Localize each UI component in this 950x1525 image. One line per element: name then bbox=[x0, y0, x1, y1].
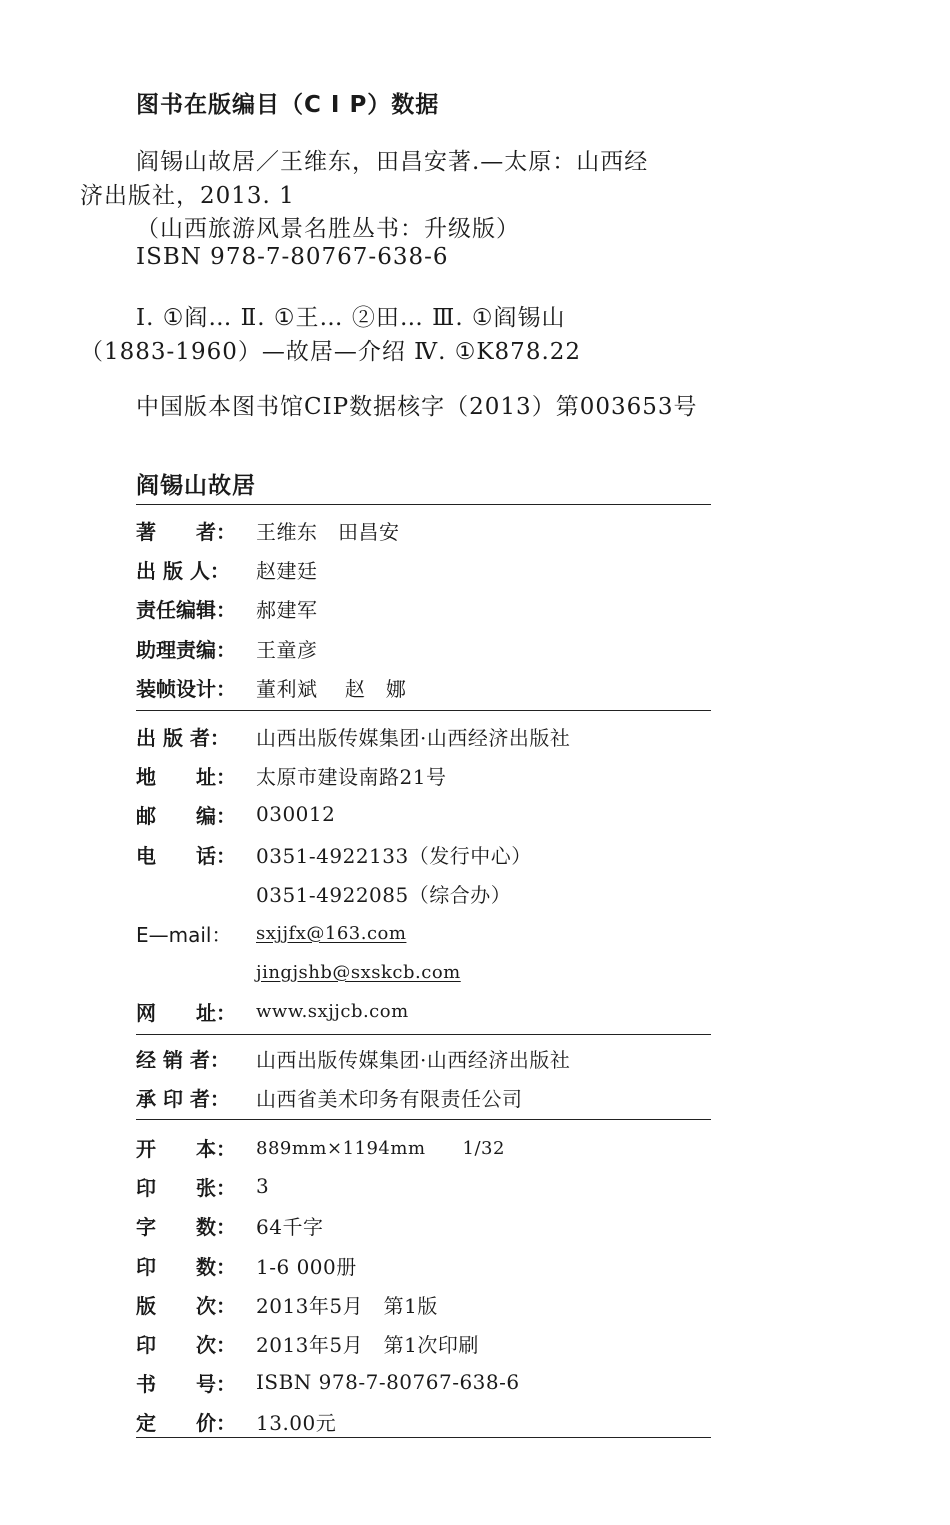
field-value: 2013年5月 第1次印刷 bbox=[256, 1332, 479, 1357]
spec-row bbox=[136, 1406, 336, 1436]
field-value: 太原市建设南路21号 bbox=[256, 764, 447, 789]
divider bbox=[136, 1119, 711, 1120]
distribution-row bbox=[136, 1043, 570, 1073]
field-value: 0351-4922085（综合办） bbox=[256, 882, 512, 907]
field-value: 王童彦 bbox=[256, 637, 318, 662]
field-value: 64千字 bbox=[256, 1214, 324, 1239]
field-value: ISBN 978-7-80767-638-6 bbox=[256, 1370, 520, 1394]
field-label: 开 本： bbox=[136, 1136, 236, 1161]
cip-entry-line: 济出版社，2013. 1 bbox=[80, 183, 295, 209]
field-value: 山西出版传媒集团·山西经济出版社 bbox=[256, 1047, 571, 1072]
field-label: 字 数： bbox=[136, 1214, 236, 1239]
publisher-row bbox=[136, 957, 461, 987]
field-value: 赵建廷 bbox=[256, 558, 318, 583]
spec-row bbox=[136, 1132, 505, 1162]
field-label: 助理责编： bbox=[136, 637, 236, 662]
field-label: 出 版 人： bbox=[136, 558, 230, 583]
field-value: 889mm×1194mm 1/32 bbox=[256, 1138, 505, 1159]
email-link[interactable]: jingjshb@sxskcb.com bbox=[256, 961, 461, 983]
field-label: 印 次： bbox=[136, 1332, 236, 1357]
field-label: 书 号： bbox=[136, 1371, 236, 1396]
cip-series-line: （山西旅游风景名胜丛书：升级版） bbox=[136, 216, 520, 242]
field-value: 13.00元 bbox=[256, 1410, 337, 1435]
divider bbox=[136, 710, 711, 711]
field-value: 1-6 000册 bbox=[256, 1254, 357, 1279]
book-title: 阎锡山故居 bbox=[136, 473, 256, 499]
field-label: 出 版 者： bbox=[136, 725, 230, 750]
field-label: 网 址： bbox=[136, 1000, 236, 1025]
publisher-row bbox=[136, 799, 335, 829]
field-value: 3 bbox=[256, 1174, 270, 1198]
field-label: 责任编辑： bbox=[136, 597, 236, 622]
field-value: 王维东 田昌安 bbox=[256, 519, 400, 544]
credit-row bbox=[136, 633, 318, 663]
spec-row bbox=[136, 1367, 520, 1397]
spec-row bbox=[136, 1289, 438, 1319]
divider bbox=[136, 1034, 711, 1035]
field-label: 装帧设计： bbox=[136, 676, 236, 701]
field-label: 著 者： bbox=[136, 519, 236, 544]
field-value: 2013年5月 第1版 bbox=[256, 1293, 438, 1318]
field-value: 郝建军 bbox=[256, 597, 318, 622]
distribution-row bbox=[136, 1082, 523, 1112]
field-label: 版 次： bbox=[136, 1293, 236, 1318]
cip-header: 图书在版编目（C I P）数据 bbox=[136, 92, 440, 118]
credit-row bbox=[136, 672, 406, 702]
website-link[interactable]: www.sxjjcb.com bbox=[256, 1000, 409, 1022]
publisher-row bbox=[136, 996, 409, 1026]
credit-row bbox=[136, 515, 400, 545]
field-label: 定 价： bbox=[136, 1410, 236, 1435]
field-value: 0351-4922133（发行中心） bbox=[256, 843, 532, 868]
email-link[interactable]: sxjjfx@163.com bbox=[256, 922, 407, 944]
field-label: 印 张： bbox=[136, 1175, 236, 1200]
cip-isbn-line: ISBN 978-7-80767-638-6 bbox=[136, 244, 449, 270]
spec-row bbox=[136, 1328, 479, 1358]
spec-row bbox=[136, 1250, 357, 1280]
spec-row bbox=[136, 1210, 323, 1240]
field-value: 山西省美术印务有限责任公司 bbox=[256, 1086, 523, 1111]
field-label: E—mail： bbox=[136, 922, 232, 947]
credit-row bbox=[136, 593, 318, 623]
publisher-row bbox=[136, 839, 532, 869]
field-label: 邮 编： bbox=[136, 803, 236, 828]
credit-row bbox=[136, 554, 318, 584]
publisher-row bbox=[136, 918, 406, 948]
field-label: 电 话： bbox=[136, 843, 236, 868]
cip-entry-line: 阎锡山故居／王维东，田昌安著.—太原：山西经 bbox=[136, 149, 649, 175]
field-value: 董利斌 赵 娜 bbox=[256, 676, 407, 701]
spec-row bbox=[136, 1171, 269, 1201]
field-label: 经 销 者： bbox=[136, 1047, 230, 1072]
field-label: 印 数： bbox=[136, 1254, 236, 1279]
cip-classification-line: （1883-1960）—故居—介绍 Ⅳ. ①K878.22 bbox=[80, 339, 582, 365]
divider bbox=[136, 1437, 711, 1438]
field-label: 承 印 者： bbox=[136, 1086, 230, 1111]
field-value: 山西出版传媒集团·山西经济出版社 bbox=[256, 725, 571, 750]
cip-verification-line: 中国版本图书馆CIP数据核字（2013）第003653号 bbox=[136, 394, 698, 420]
publisher-row bbox=[136, 878, 511, 908]
publisher-row bbox=[136, 760, 446, 790]
publisher-row bbox=[136, 721, 570, 751]
field-label: 地 址： bbox=[136, 764, 236, 789]
divider bbox=[136, 504, 711, 505]
cip-classification-line: Ⅰ. ①阎… Ⅱ. ①王… ②田… Ⅲ. ①阎锡山 bbox=[136, 305, 566, 331]
field-value: 030012 bbox=[256, 802, 336, 826]
